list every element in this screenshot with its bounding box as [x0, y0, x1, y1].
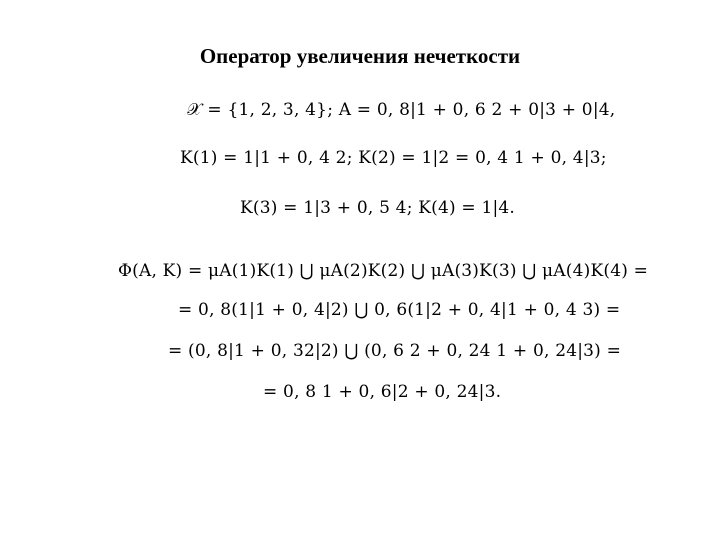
formula-phi-definition: Φ(A, K) = μA(1)K(1) ⋃ μA(2)K(2) ⋃ μA(3)K(3) ⋃ μA(4)K(4) =	[118, 261, 649, 281]
formula-step-2: = (0, 8|1 + 0, 32|2) ⋃ (0, 6 2 + 0, 24 1 + 0, 24|3) =	[168, 341, 622, 361]
formula-kernels-1-2: K(1) = 1|1 + 0, 4 2; K(2) = 1|2 = 0, 4 1 + 0, 4|3;	[180, 148, 607, 168]
formula-step-1: = 0, 8(1|1 + 0, 4|2) ⋃ 0, 6(1|2 + 0, 4|1 + 0, 4 3) =	[178, 300, 621, 320]
formula-kernels-3-4: K(3) = 1|3 + 0, 5 4; K(4) = 1|4.	[240, 198, 516, 218]
formula-universe-and-set-a: 𝒳 = {1, 2, 3, 4}; A = 0, 8|1 + 0, 6 2 + 0|3 + 0|4,	[187, 100, 616, 120]
formula-result: = 0, 8 1 + 0, 6|2 + 0, 24|3.	[263, 382, 502, 402]
slide-title: Оператор увеличения нечеткости	[199, 44, 521, 68]
